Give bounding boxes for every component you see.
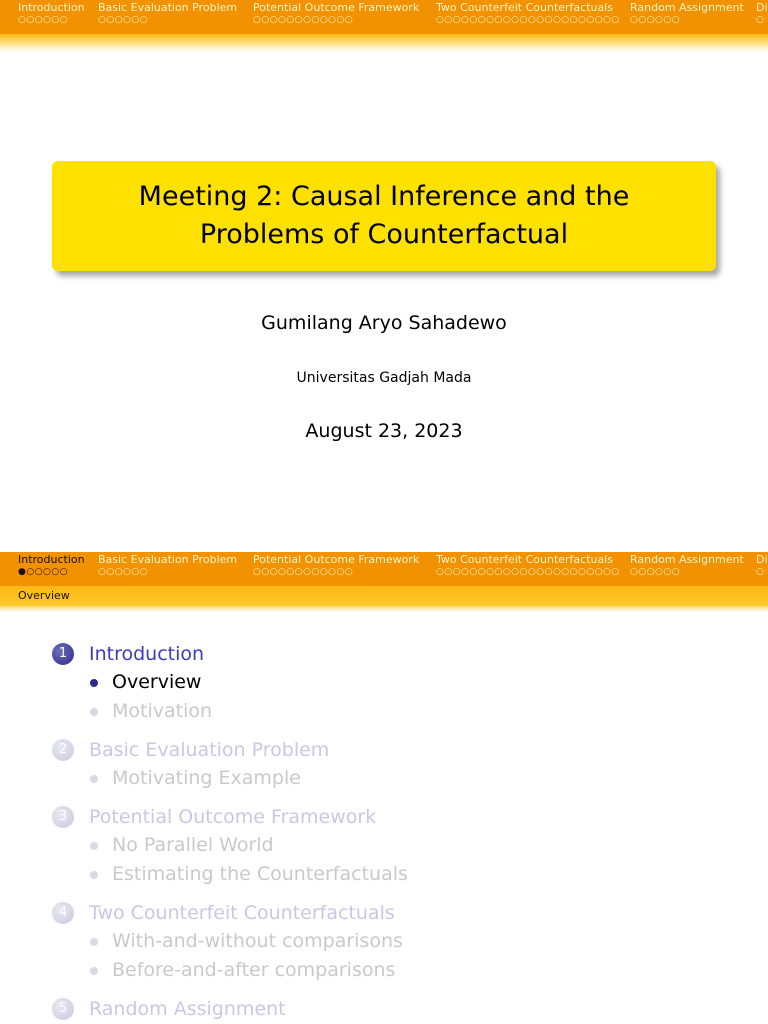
nav-section-dots[interactable]: ○○○○○○ [98, 567, 149, 577]
nav-section-title[interactable]: Di [756, 1, 768, 14]
bullet-icon [90, 871, 98, 879]
nav-section-dots[interactable]: ○○○○○○○○○○○○○○○○○○○○○○ [436, 15, 620, 25]
author: Gumilang Aryo Sahadewo [261, 312, 507, 334]
bullet-icon [90, 679, 98, 687]
toc-section-introduction[interactable] [52, 640, 752, 668]
nav-section-two-counterfeit-counterfactuals[interactable] [436, 1, 620, 26]
section-number-badge: 1 [52, 643, 74, 665]
toc-subsection-overview[interactable] [52, 668, 752, 697]
nav-section-basic-evaluation-problem[interactable] [98, 553, 237, 578]
nav-section-dots[interactable]: ○○○○○○○○○○○○ [253, 567, 354, 577]
bullet-icon [90, 708, 98, 716]
nav-section-introduction[interactable] [18, 553, 85, 578]
toc-section-random-assignment[interactable] [52, 995, 752, 1023]
section-number-badge: 3 [52, 806, 74, 828]
nav-shadow [0, 34, 768, 52]
nav-section-truncated[interactable] [756, 1, 768, 26]
navigation-bar [0, 552, 768, 586]
section-number-badge: 4 [52, 902, 74, 924]
nav-section-title[interactable]: Basic Evaluation Problem [98, 553, 238, 566]
toc-section-title[interactable]: Two Counterfeit Counterfactuals [89, 902, 395, 924]
toc-subsection-title[interactable]: Estimating the Counterfactuals [112, 863, 408, 885]
toc-subsection-before-and-after[interactable] [52, 956, 752, 985]
nav-section-title[interactable]: Two Counterfeit Counterfactuals [436, 553, 614, 566]
nav-section-title[interactable]: Basic Evaluation Problem [98, 1, 238, 14]
toc-section-title[interactable]: Potential Outcome Framework [89, 806, 377, 828]
nav-section-random-assignment[interactable] [630, 553, 744, 578]
toc-subsection-title[interactable]: Overview [112, 671, 202, 693]
toc-section-title[interactable]: Random Assignment [89, 998, 286, 1020]
nav-section-dots[interactable]: ○○○○○○ [630, 15, 681, 25]
bullet-icon [90, 967, 98, 975]
nav-section-truncated[interactable] [756, 553, 768, 578]
bullet-icon [90, 938, 98, 946]
navigation-bar [0, 0, 768, 34]
nav-section-dots[interactable]: ○○○○○○ [98, 15, 149, 25]
nav-section-title[interactable]: Random Assignment [630, 553, 744, 566]
nav-section-title[interactable]: Two Counterfeit Counterfactuals [436, 1, 614, 14]
nav-section-basic-evaluation-problem[interactable] [98, 1, 237, 26]
institution: Universitas Gadjah Mada [296, 370, 472, 386]
nav-section-introduction[interactable] [18, 1, 85, 26]
subsection-bar [0, 586, 768, 606]
nav-section-title[interactable]: Introduction [18, 1, 85, 14]
subsection-shadow [0, 606, 768, 612]
toc-subsection-title[interactable]: Motivation [112, 700, 213, 722]
nav-section-dots-active[interactable]: ●○○○○○ [18, 567, 69, 577]
nav-section-two-counterfeit-counterfactuals[interactable] [436, 553, 620, 578]
nav-section-dots[interactable]: ○○○○○○○○○○○○○○○○○○○○○○ [436, 567, 620, 577]
bullet-icon [90, 775, 98, 783]
toc-subsection-motivation[interactable] [52, 697, 752, 726]
bullet-icon [90, 842, 98, 850]
toc-subsection-title[interactable]: With-and-without comparisons [112, 930, 403, 952]
date: August 23, 2023 [305, 420, 463, 442]
nav-section-dots[interactable]: ○○○○○○ [18, 15, 69, 25]
section-number-badge: 5 [52, 998, 74, 1020]
section-number-badge: 2 [52, 739, 74, 761]
nav-section-dots[interactable]: ○ [756, 15, 765, 25]
presentation-title: Meeting 2: Causal Inference and the Problems of Counterfactual [138, 181, 630, 250]
toc-subsection-motivating-example[interactable] [52, 764, 752, 793]
nav-section-potential-outcome-framework[interactable] [253, 1, 419, 26]
toc-section-basic-evaluation-problem[interactable] [52, 736, 752, 764]
toc-subsection-estimating-counterfactuals[interactable] [52, 860, 752, 889]
nav-section-dots[interactable]: ○○○○○○ [630, 567, 681, 577]
nav-section-potential-outcome-framework[interactable] [253, 553, 419, 578]
toc-subsection-no-parallel-world[interactable] [52, 831, 752, 860]
nav-section-title[interactable]: Potential Outcome Framework [253, 1, 420, 14]
nav-section-dots[interactable]: ○ [756, 567, 765, 577]
nav-section-title[interactable]: Potential Outcome Framework [253, 553, 420, 566]
nav-section-title[interactable]: Di [756, 553, 768, 566]
table-of-contents [52, 640, 752, 1023]
outline-slide [0, 552, 768, 1024]
toc-subsection-with-and-without[interactable] [52, 927, 752, 956]
toc-subsection-title[interactable]: Before-and-after comparisons [112, 959, 396, 981]
nav-section-title[interactable]: Introduction [18, 553, 85, 566]
title-box [52, 161, 716, 271]
toc-section-title[interactable]: Introduction [89, 643, 205, 665]
toc-section-potential-outcome-framework[interactable] [52, 803, 752, 831]
toc-section-title[interactable]: Basic Evaluation Problem [89, 739, 330, 761]
nav-section-random-assignment[interactable] [630, 1, 744, 26]
nav-section-title[interactable]: Random Assignment [630, 1, 744, 14]
subsection-title[interactable]: Overview [18, 589, 70, 602]
toc-section-two-counterfeit-counterfactuals[interactable] [52, 899, 752, 927]
toc-subsection-title[interactable]: Motivating Example [112, 767, 301, 789]
nav-section-dots[interactable]: ○○○○○○○○○○○○ [253, 15, 354, 25]
toc-subsection-title[interactable]: No Parallel World [112, 834, 274, 856]
